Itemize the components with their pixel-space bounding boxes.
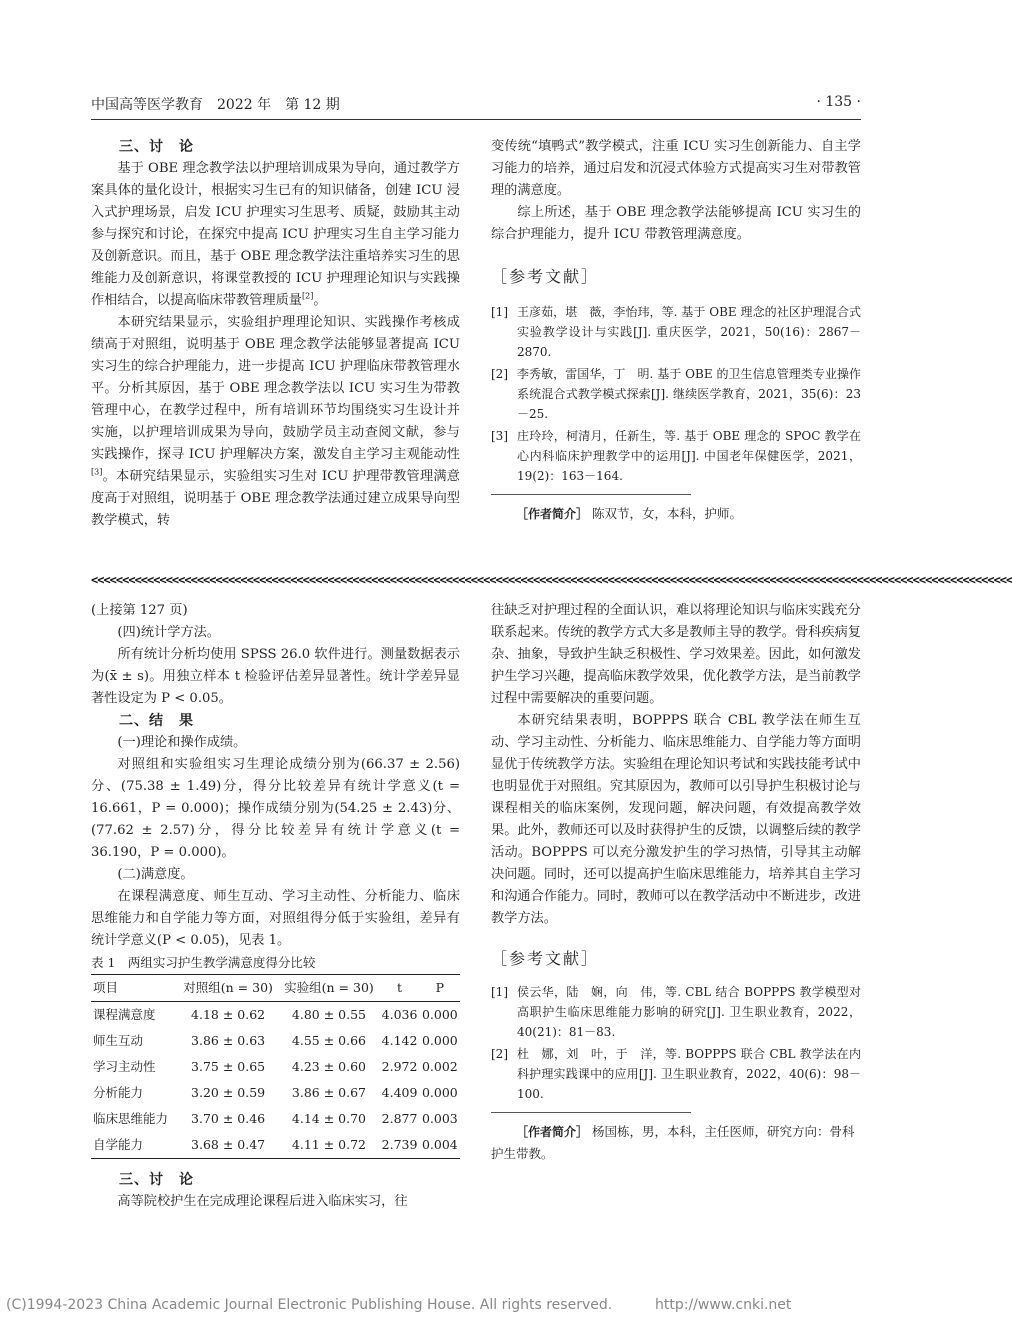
- table-cell: 4.80 ± 0.55: [291, 1007, 367, 1022]
- table-cell: 课程满意度: [93, 1007, 156, 1022]
- running-header: [91, 94, 861, 114]
- results-heading: 二、结 果: [119, 713, 194, 729]
- table-cell: 3.75 ± 0.65: [191, 1059, 266, 1074]
- article1-left-column: [91, 136, 460, 532]
- table-header-row: [91, 975, 460, 1002]
- table-row: [91, 1028, 460, 1054]
- author-note: [491, 1121, 861, 1165]
- citation[interactable]: [2]: [302, 291, 314, 301]
- journal-title: 中国高等医学教育 2022 年 第 12 期: [91, 97, 340, 113]
- discussion-paragraph: 基于 OBE 理念教学法以护理培训成果为导向，通过教学方案具体的量化设计，根据实习生已有的知识储备，创建 ICU 浸入式护理场景，启发 ICU 护理实习生思考、质疑，鼓励其主动参与探究和讨论，在探究中提高 ICU 护理实习生自主学习能力及创新意识。而且，基于 OBE 理念教学法注重培养实习生的思维能力及创新意识，将课堂教授的 ICU 护理理论知识与实践操作相结合，以提高临床带教管理质量[2]。: [91, 161, 460, 308]
- table-cell: 自学能力: [91, 1132, 178, 1159]
- continued-paragraph: 变传统“填鸭式”教学模式，注重 ICU 实习生创新能力、自主学习能力的培养，通过启发和沉浸式体验方式提高实习生对带教管理的满意度。: [491, 139, 861, 198]
- table-cell: 3.68 ± 0.47: [178, 1132, 279, 1159]
- table-cell: 0.002: [421, 1059, 458, 1074]
- discussion-heading: 三、讨 论: [119, 1172, 194, 1188]
- table-cell: 4.23 ± 0.60: [291, 1059, 367, 1074]
- table-cell: 0.004: [420, 1132, 460, 1159]
- satisfaction-table: [91, 974, 460, 1159]
- table-header: 项目: [91, 975, 178, 1002]
- table-cell: 4.14 ± 0.70: [291, 1111, 367, 1126]
- table-cell: 4.036: [381, 1007, 418, 1022]
- author-text: 陈双节，女，本科，护师。: [592, 506, 743, 521]
- reference-item: [1] 王彦茹，堪 薇，李怡玮，等. 基于 OBE 理念的社区护理混合式实验教学设计与实践[J]. 重庆医学，2021，50(16)：2867－2870.: [491, 305, 861, 359]
- reference-list: [491, 302, 861, 486]
- citation[interactable]: [3]: [91, 467, 103, 477]
- table-header: t: [379, 975, 419, 1002]
- table-header: P: [420, 975, 460, 1002]
- table-cell: 2.972: [381, 1059, 418, 1074]
- table-cell: 临床思维能力: [93, 1111, 169, 1126]
- table-cell: 师生互动: [93, 1033, 144, 1048]
- article-divider: <<<<<<<<<<<<<<<<<<<<<<<<<<<<<<<<<<<<<<<<<<<<<<<<<<<<<<<<<<<<<<<<<<<<<<<<<<<<<<<<<<<<<<<<<<<<<<<<<<<<<<<<<<<<<<<<<<<<<<<<<<<<<<<<<<<<<<<<<<<<<<<<<<<<: [91, 573, 1012, 587]
- table-cell: 4.55 ± 0.66: [291, 1033, 367, 1048]
- reference-rule: [491, 1112, 691, 1113]
- references-heading: ［参考文献］: [491, 267, 600, 286]
- stat-methods-heading: (四)统计学方法。: [117, 625, 220, 640]
- table-cell: 4.142: [381, 1033, 418, 1048]
- table-row: [91, 1002, 460, 1029]
- author-label: ［作者简介］: [516, 507, 589, 521]
- discussion-paragraph: 高等院校护生在完成理论课程后进入临床实习，往: [117, 1194, 408, 1209]
- scores-paragraph: 对照组和实验组实习生理论成绩分别为(66.37 ± 2.56)分、(75.38 ± 1.49)分，得分比较差异有统计学意义(t = 16.661，P = 0.000)；操作成绩分别为(54.25 ± 2.43)分、(77.62 ± 2.57)分，得分比较差异有统计学意义(t = 36.190，P = 0.000)。: [91, 757, 460, 860]
- table-cell: 3.86 ± 0.67: [291, 1085, 367, 1100]
- author-note: [491, 503, 861, 525]
- table-cell: 3.70 ± 0.46: [191, 1111, 266, 1126]
- table-row: [91, 1132, 460, 1159]
- satisfaction-subheading: (二)满意度。: [117, 867, 194, 882]
- author-label: ［作者简介］: [516, 1125, 589, 1139]
- stat-methods-paragraph: 所有统计分析均使用 SPSS 26.0 软件进行。测量数据表示为(x̄ ± s)。用独立样本 t 检验评估差异显著性。统计学差异显著性设定为 P < 0.05。: [91, 647, 460, 706]
- reference-item: [2] 杜 娜，刘 叶，于 洋，等. BOPPPS 联合 CBL 教学法在内科护理实践课中的应用[J]. 卫生职业教育，2022，40(6)：98－100.: [491, 1047, 861, 1101]
- conclusion-paragraph: 综上所述，基于 OBE 理念教学法能够提高 ICU 实习生的综合护理能力，提升 ICU 带教管理满意度。: [491, 205, 861, 242]
- reference-item: [1] 侯云华，陆 娴，向 伟，等. CBL 结合 BOPPPS 教学模型对高职护生临床思维能力影响的研究[J]. 卫生职业教育，2022，40(21)：81－83.: [491, 985, 861, 1039]
- table-cell: 0.003: [421, 1111, 458, 1126]
- scores-subheading: (一)理论和操作成绩。: [117, 735, 247, 750]
- table-cell: 0.000: [421, 1007, 458, 1022]
- table-cell: 0.000: [421, 1085, 458, 1100]
- article2-right-column: [491, 600, 861, 1165]
- discussion-heading: 三、讨 论: [119, 139, 194, 155]
- cnki-link[interactable]: http://www.cnki.net: [655, 1297, 792, 1313]
- reference-item: [3] 庄玲玲，柯清月，任新生，等. 基于 OBE 理念的 SPOC 教学在心内科临床护理教学中的运用[J]. 中国老年保健医学，2021，19(2)：163－164.: [491, 429, 861, 483]
- satisfaction-paragraph: 在课程满意度、师生互动、学习主动性、分析能力、临床思维能力和自学能力等方面，对照组得分低于实验组，差异有统计学意义(P < 0.05)，见表 1。: [91, 889, 460, 948]
- table-row: [91, 1054, 460, 1080]
- author-text: 杨国栋，男，本科，主任医师，研究方向：骨科护生带教。: [491, 1124, 855, 1161]
- references-heading: ［参考文献］: [491, 949, 600, 968]
- continued-paragraph: 往缺乏对护理过程的全面认识，难以将理论知识与临床实践充分联系起来。传统的教学方式大多是教师主导的教学。骨科疾病复杂、抽象，导致护生缺乏积极性、学习效果差。因此，如何激发护生学习兴趣，提高临床教学效果，优化教学方法，是当前教学过程中需要解决的重要问题。: [491, 603, 861, 706]
- table-header: 实验组(n = 30): [279, 975, 380, 1002]
- table-cell: 2.877: [381, 1111, 418, 1126]
- reference-item: [2] 李秀敏，雷国华，丁 明. 基于 OBE 的卫生信息管理类专业操作系统混合式教学模式探索[J]. 继续医学教育，2021，35(6)：23－25.: [491, 367, 861, 421]
- copyright-notice: (C)1994-2023 China Academic Journal Electronic Publishing House. All rights reserved.: [6, 1297, 613, 1313]
- table-cell: 学习主动性: [93, 1059, 156, 1074]
- page-number: · 135 ·: [816, 94, 861, 110]
- reference-rule: [491, 494, 691, 495]
- table-cell: 4.18 ± 0.62: [191, 1007, 266, 1022]
- table-cell: 2.739: [379, 1132, 419, 1159]
- continued-note: (上接第 127 页): [91, 603, 188, 618]
- article2-left-column: [91, 600, 460, 1213]
- findings-paragraph: 本研究结果表明，BOPPPS 联合 CBL 教学法在师生互动、学习主动性、分析能力、临床思维能力、自学能力等方面明显优于传统教学方法。实验组在理论知识考试和实践技能考试中也明显优于对照组。究其原因为，教师可以引导护生积极讨论与课程相关的临床案例，发现问题，解决问题，有效提高教学效果。此外，教师还可以及时获得护生的反馈，以调整后续的教学活动。BOPPPS 可以充分激发护生的学习热情，引导其主动解决问题。同时，还可以提高护生临床思维能力，培养其自主学习和沟通合作能力。同时，教师可以在教学活动中不断进步，改进教学方法。: [491, 713, 861, 926]
- table-cell: 3.86 ± 0.63: [191, 1033, 266, 1048]
- table-row: [91, 1106, 460, 1132]
- table-header: 对照组(n = 30): [178, 975, 279, 1002]
- reference-list: [491, 982, 861, 1104]
- table-cell: 分析能力: [93, 1085, 144, 1100]
- results-discussion-paragraph: 本研究结果显示，实验组护理理论知识、实践操作考核成绩高于对照组，说明基于 OBE 理念教学法能够显著提高 ICU 实习生的综合护理能力，进一步提高 ICU 护理临床带教管理水平。分析其原因，基于 OBE 理念教学法以 ICU 实习生为带教管理中心，在教学过程中，所有培训环节均围绕实习生设计并实施，以护理培训成果为导向，鼓励学员主动查阅文献，参与实践操作，探寻 ICU 护理解决方案，激发自主学习主观能动性[3]。本研究结果显示，实验组实习生对 ICU 护理带教管理满意度高于对照组，说明基于 OBE 理念教学法通过建立成果导向型教学模式，转: [91, 315, 460, 528]
- table-row: [91, 1080, 460, 1106]
- header-rule: [91, 119, 861, 120]
- table-caption: 表 1 两组实习护生教学满意度得分比较: [91, 955, 316, 970]
- table-cell: 4.409: [381, 1085, 418, 1100]
- article1-right-column: [491, 136, 861, 525]
- table-cell: 3.20 ± 0.59: [191, 1085, 266, 1100]
- table-cell: 0.000: [421, 1033, 458, 1048]
- table-cell: 4.11 ± 0.72: [279, 1132, 380, 1159]
